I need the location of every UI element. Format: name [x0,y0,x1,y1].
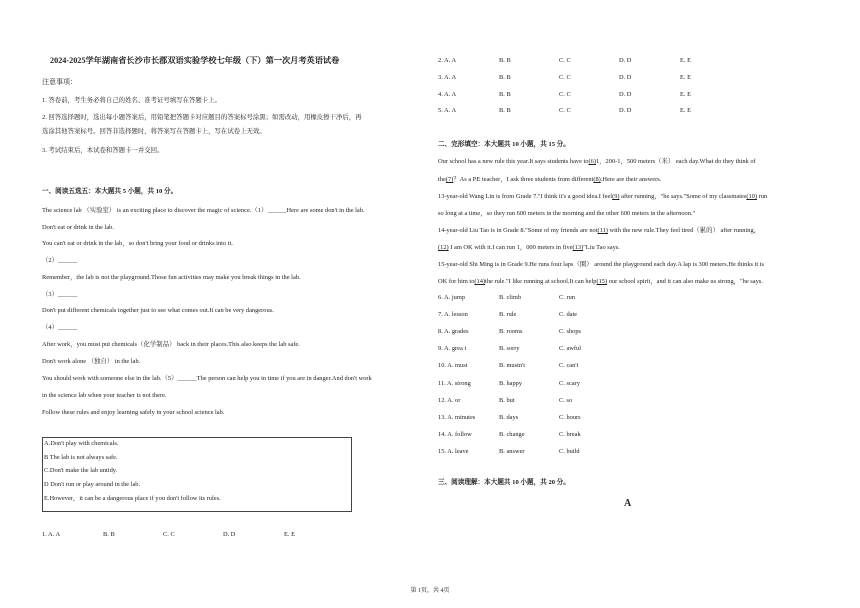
section1-heading: 一、阅读五选五：本大题共 5 小题，共 10 分。 [42,188,178,195]
blank-number: (11) [597,227,608,234]
answer-choice: B. B [499,91,511,98]
blank-number: (7) [445,176,454,183]
passage-line: Don't put different chemicals together just to see what comes out.It can be very dangerous. [42,307,274,314]
blank-number: (13) [572,244,584,251]
answer-choice: E. E [680,91,692,98]
option-choice: C. shops [559,328,582,336]
passage-text: 15-year-old Shi Ming is in Grade 9.He runs four laps（圈） around the playground each day.A lap is 300 meters.He thinks it is [438,261,765,268]
answer-choice: E. E [284,531,296,538]
answer-choice: 1. A. A [42,531,61,538]
option-choice: B. rule [499,311,517,319]
passage-text: 1，200-1，500 meters（米） each day.What do they think of [595,158,756,165]
passage-line [438,227,760,235]
option-choice: B. change [499,430,525,438]
answer-choice: D. D [619,57,632,64]
page-title: 2024-2025学年湖南省长沙市长郡双语实验学校七年级（下）第一次月考英语试卷 [50,56,340,65]
page-footer: 第 1页，共 4页 [410,588,450,594]
passage-line [438,261,764,269]
option-choice: C. date [559,311,578,319]
option-choice: B. sorry [499,345,520,353]
option-line: D Don't run or play around in the lab. [44,481,141,489]
passage-line: （2）______ [42,257,78,264]
blank-number: (12) [438,244,449,251]
passage-line: Don't eat or drink in the lab. [42,224,114,231]
blank-number: (6) [588,158,596,165]
passage-line [438,176,661,184]
option-choice: B. but [499,396,515,404]
option-choice: C. so [559,396,573,404]
passage-line: in the science lab when your teacher is not there. [42,392,167,399]
passage-line [438,210,695,218]
passage-line: （4）______ [42,324,78,331]
passage-line: You can't eat or drink in the lab，so don't bring your food or drinks into it. [42,240,233,247]
passage-text: 14-year-old Liu Tao is in Grade 8."Some of my friends are not [438,227,598,234]
passage-text: our school spirit，and it can also make us strong，"he says. [607,278,763,285]
answer-choice: D. D [223,531,236,538]
passage-line: Follow these rules and enjoy learning safely in your school science lab. [42,409,225,416]
passage-text: .Here are their answers. [600,176,662,183]
option-choice: C. can't [559,362,579,370]
notice-line: 1. 答卷前，考生务必将自己的姓名、准考证号填写在答题卡上。 [42,97,221,104]
passage-text: so long at a time，so they run 600 meters in the morning and the other 600 meters in the afternoon." [438,210,696,217]
option-line: E.However，it can be a dangerous place if you don't follow its rules. [44,494,221,502]
answer-choice: 3. A. A [438,74,457,81]
answer-choice: E. E [680,107,692,114]
option-choice: 7. A. lesson [438,311,468,319]
passage-text: the [438,176,446,183]
option-choice: 14. A. follow [438,430,472,438]
notice-heading: 注意事项： [42,78,77,86]
option-choice: B. mustn't [499,362,526,370]
answer-choice: D. D [619,74,632,81]
passage-line [438,158,756,166]
answer-choice: E. E [680,74,692,81]
blank-number: (8) [593,176,601,183]
option-choice: 13. A. minutes [438,413,476,421]
passage-line: You should work with someone else in the lab.（5）______The person can help you in time if you are in danger.And don't work [42,375,372,382]
passage-text: with the new rule.They feel tired（累的） after running， [607,227,761,234]
answer-choice: E. E [680,57,692,64]
passage-line: （3）______ [42,291,78,298]
option-choice: C. build [559,447,580,455]
option-choice: C. hours [559,413,581,421]
passage-line: Don't work alone （独自） in the lab. [42,358,141,365]
answer-choice: 2. A. A [438,57,457,64]
section2-heading: 二、完形填空：本大题共 10 小题，共 15 分。 [438,141,570,148]
blank-number: (10) [746,193,757,200]
option-choice: C. scary [559,379,580,387]
option-box [42,437,352,512]
answer-choice: 5. A. A [438,107,457,114]
passage-line: The science lab （实验室） is an exciting place to discover the magic of science.（1）______Here are some don't in the lab. [42,207,365,214]
passage-line [438,278,763,286]
option-choice: B. days [499,413,519,421]
option-choice: C. break [559,430,581,438]
answer-choice: 4. A. A [438,91,457,98]
option-choice: 8. A. grades [438,328,469,336]
answer-choice: C. C [559,107,571,114]
passage-text: Our school has a new rule this year.It says students have to [438,158,589,165]
answer-choice: B. B [103,531,115,538]
blank-number: (15) [596,278,608,285]
option-choice: 12. A. or [438,396,461,404]
passage-text: the rule."I like running at school.It can help [485,278,597,285]
option-line: B The lab is not always safe. [44,453,118,461]
option-line: C.Don't make the lab untidy. [44,467,118,475]
option-choice: 15. A. leave [438,447,469,455]
option-line: A.Don't play with chemicals. [44,440,119,447]
passage-line [438,244,620,252]
option-choice: B. rooms [499,328,523,336]
option-choice: 11. A. strong [438,379,471,387]
option-choice: C. run [559,294,575,301]
passage-text: OK for him to [438,278,475,285]
answer-choice: C. C [559,57,571,64]
answer-choice: C. C [163,531,175,538]
notice-line: 2. 回答选择题时，选出每小题答案后，用铅笔把答题卡对应题目的答案标号涂黑；如需改动，用橡皮擦干净后，再 [42,114,362,121]
section3-heading: 三、阅读理解：本大题共 10 小题，共 20 分。 [438,479,570,486]
passage-text: I am OK with it.I can run 1，000 meters in five [448,244,573,251]
option-choice: C. awful [559,345,582,353]
passage-line: After work，you must put chemicals（化学制品） back in their places.This also keeps the lab safe. [42,341,300,348]
answer-choice: B. B [499,57,511,64]
passage-text: ？As a PE teacher，I ask three students from different [453,176,594,183]
passage-line: Remember，the lab is not the playground.Those fun activities may make you break things in the lab. [42,274,301,281]
passage-text: after running，"he says."Some of my classmates [619,193,747,200]
option-choice: B. answer [499,447,525,455]
answer-choice: D. D [619,107,632,114]
option-choice: B. climb [499,294,522,301]
notice-line: 选涂其他答案标号。回答非选择题时，将答案写在答题卡上，写在试卷上无效。 [42,128,266,135]
passage-line [438,193,767,201]
passage-text: 13-year-old Wang Lin is from Grade 7."I think it's a good idea.I feel [438,193,613,200]
blank-number: (14) [474,278,486,285]
passage-label: A [624,498,632,509]
answer-choice: C. C [559,91,571,98]
answer-choice: D. D [619,91,632,98]
option-choice: 9. A. grea t [438,345,467,353]
answer-choice: B. B [499,74,511,81]
notice-line: 3. 考试结束后，本试卷和答题卡一并交回。 [42,147,164,154]
option-choice: B. happy [499,379,523,387]
option-choice: 10. A. must [438,362,468,370]
answer-choice: C. C [559,74,571,81]
option-choice: 6. A. jump [438,294,465,301]
passage-text: "Liu Tao says. [583,244,620,251]
passage-text: run [756,193,768,200]
answer-choice: B. B [499,107,511,114]
blank-number: (9) [612,193,620,200]
